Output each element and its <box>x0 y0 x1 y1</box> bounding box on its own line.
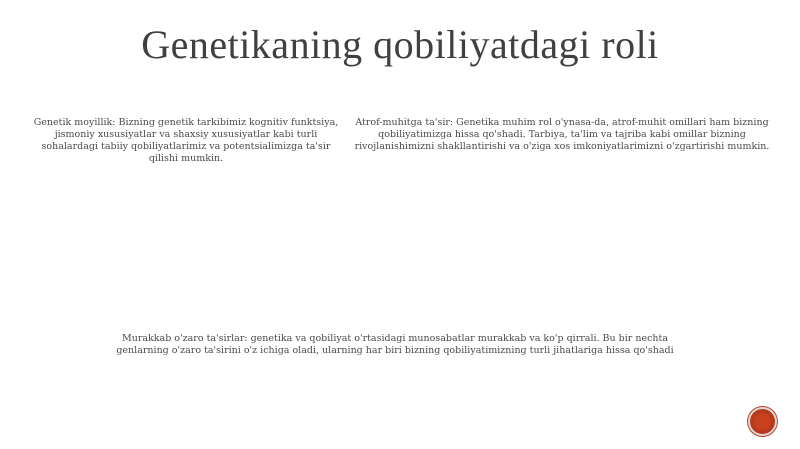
paragraph-complex-interactions: Murakkab o'zaro ta'sirlar: genetika va qobiliyat o'rtasidagi munosabatlar murakkab va ko'p qirrali. Bu bir nechta genlarning o'zaro ta'sirini o'z ichiga oladi, ularning har biri bizning qobiliyatimizning turli jihatlariga hissa qo'shadi <box>116 333 674 356</box>
slide-title: Genetikaning qobiliyatdagi roli <box>141 22 659 67</box>
paragraph-environmental-influence: Atrof-muhitga ta'sir: Genetika muhim rol o'ynasa-da, atrof-muhit omillari ham bizning qobiliyatimizga hissa qo'shadi. Tarbiya, ta'lim va tajriba kabi omillar bizning rivojlanishimizni shakllantirishi va o'ziga xos imkoniyatlarimizni o'zgartirishi mumkin. <box>354 117 770 152</box>
next-slide-button[interactable] <box>748 407 777 436</box>
circle-nav-icon <box>754 413 771 430</box>
paragraph-genetic-predisposition: Genetik moyillik: Bizning genetik tarkibimiz kognitiv funktsiya, jismoniy xususiyatlar va shaxsiy xususiyatlar kabi turli sohalardagi tabiiy qobiliyatlarimiz va potentsialimizga ta'sir qilishi mumkin. <box>33 117 339 164</box>
